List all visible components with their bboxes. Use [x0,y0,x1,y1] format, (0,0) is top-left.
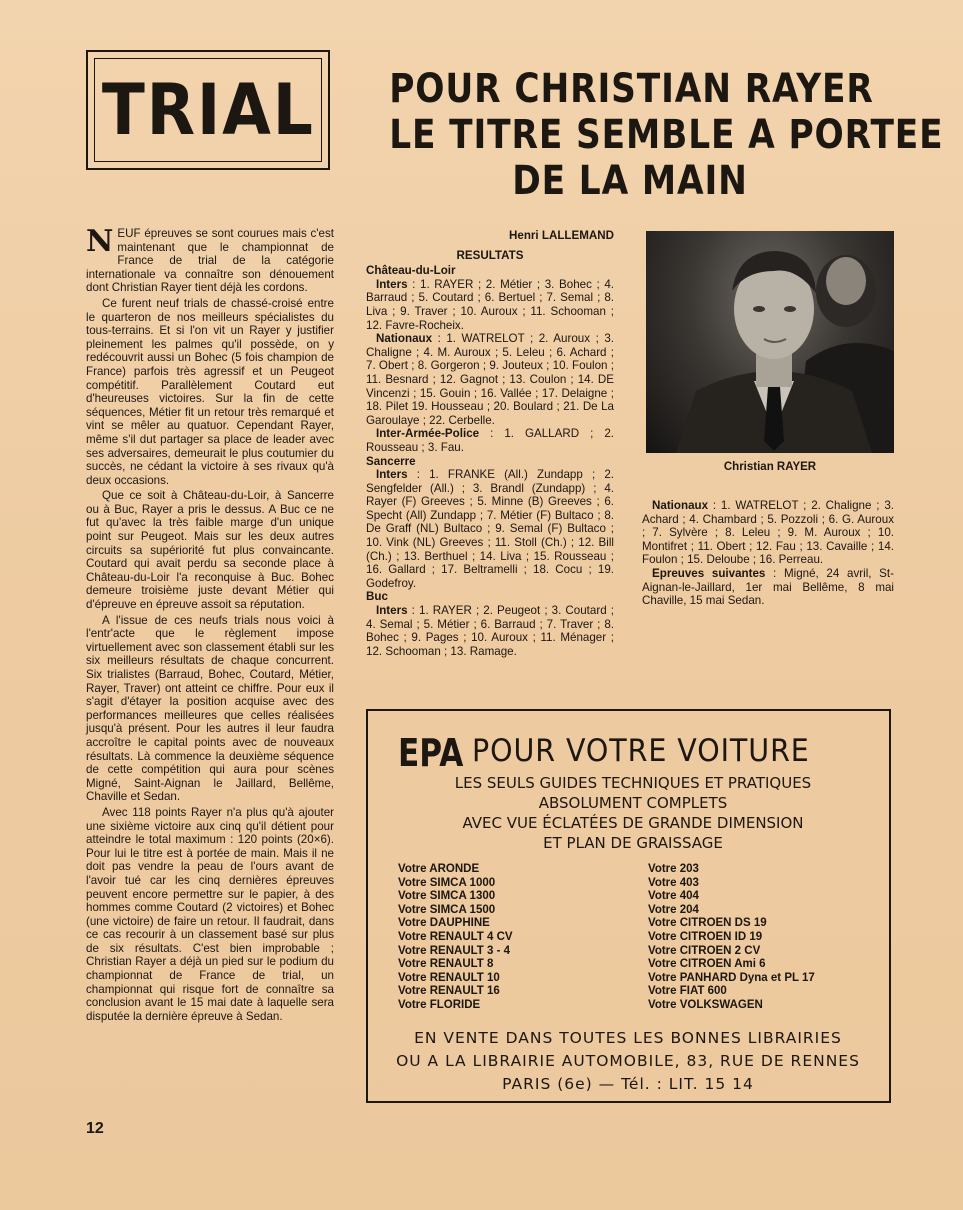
list-item: Votre VOLKSWAGEN [648,998,763,1011]
article-column-1 [86,224,334,1025]
list-item: Votre RENAULT 8 [398,958,494,971]
results-title: RESULTATS [456,248,524,262]
ad-footer: EN VENTE DANS TOUTES LES BONNES LIBRAIRIES OU A LA LIBRAIRIE AUTOMOBILE, 83, RUE DE RENNES PARIS (6e) — Tél. : LIT. 15 14 [396,1029,860,1093]
portrait-illustration [646,231,894,453]
results-next-events: Epreuves suivantes : Migné, 24 avril, St-Aignan-le-Jaillard, 1er mai Bellême, 8 mai Chaville, 15 mai Sedan. [642,566,894,608]
results-chateau-police: Inter-Armée-Police : 1. GALLARD ; 2. Rousseau ; 3. Fau. [366,427,614,454]
headline [350,66,944,204]
list-item: Votre RENAULT 3 - 4 [398,944,511,957]
results-buc-inters: Inters : 1. RAYER ; 2. Peugeot ; 3. Coutard ; 4. Semal ; 5. Métier ; 6. Barraud ; 7. Traver ; 8. Bohec ; 9. Pages ; 10. Auroux ; 11. Ménager ; 12. Schooman ; 13. Ramage. [366,604,614,658]
ad-model-list-right [648,863,815,1013]
article-paragraph-4: A l'issue de ces neufs trials nous voici à l'entr'acte que le règlement impose virtuellement avec son classement établi sur les six meilleurs résultats de chaque concurrent. Six trialistes (Barraud, Bohec, Coutard, Métier, Rayer, Traver) ont atteint ce chiffre. Pour eux il s'agit d'étayer la position acquise avec des performances meilleures que celles réalisées jusqu'à présent. Pour les autres il leur faudra accroître le capital points avec de nouveaux résultats. Là commence la deuxième séquence de cette compétition qui aura pour scènes Migné, Saint-Aignan le Jaillard, Bellême, Chaville et Sedan. [86,613,334,804]
list-item: Votre RENAULT 16 [398,985,500,998]
article-paragraph-3: Que ce soit à Château-du-Loir, à Sancerre ou à Buc, Rayer a pris le dessus. A Buc ce ne fut qu'avec la très faible marge d'un unique point sur Peugeot. Mais sur les deux autres circuits sa supériorité fut plus convaincante. Coutard qui avait perdu sa seconde place à Château-du-Loir l'a reconquise à Buc. Bohec demeure troisième juste devant Métier qui d'épreuve en épreuve assoit sa réputation. [86,489,334,612]
portrait-photo [646,231,894,453]
list-item: Votre CITROEN Ami 6 [648,958,766,971]
photo-caption: Christian RAYER [723,461,817,473]
venue-buc: Buc [366,590,388,604]
article-column-2 [366,227,614,658]
list-item: Votre FIAT 600 [648,985,727,998]
venue-sancerre: Sancerre [366,454,416,468]
list-item: Votre 403 [648,876,699,889]
results-chateau-inters: Inters : 1. RAYER ; 2. Métier ; 3. Bohec ; 4. Barraud ; 5. Coutard ; 6. Bertuel ; 7. Semal ; 8. Liva ; 9. Traver ; 10. Auroux ; 11. Schooman ; 12. Favre-Rocheix. [366,277,614,332]
list-item: Votre 203 [648,863,699,875]
headline-line-3: DE LA MAIN [512,158,748,204]
list-item: Votre RENAULT 4 CV [398,930,513,943]
results-sancerre-inters: Inters : 1. FRANKE (All.) Zundapp ; 2. Sengfelder (All.) ; 3. Brandl (Zundapp) ; 4. Rayer (F) Greeves ; 5. Minne (B) Greeves ; 6. Specht (All) Zundapp ; 7. Métier (F) Bultaco ; 8. De Graff (NL) Bultaco ; 9. Semal (F) Bultaco ; 10. Vink (NL) Greeves ; 11. Stoll (Ch.) ; 12. Bill (Ch.) ; 13. Berthuel ; 14. Liva ; 15. Rousseau ; 16. Gallard ; 17. Beltramelli ; 18. Cocu ; 19. Godefroy. [366,468,614,590]
headline-line-2: LE TITRE SEMBLE A PORTEE [389,112,944,158]
rubric-title: TRIAL [101,69,315,151]
results-chateau-nationaux: Nationaux : 1. WATRELOT ; 2. Auroux ; 3. Chaligne ; 4. M. Auroux ; 5. Leleu ; 6. Achard ; 7. Obert ; 8. Gorgeron ; 9. Jouteux ; 10. Foulon ; 11. Besnard ; 12. Gagnot ; 13. Coulon ; 14. DE Vincenzi ; 15. Gouin ; 16. Vallée ; 17. Delaigne ; 18. Pilet 19. Housseau ; 20. Boulard ; 21. De La Garoulaye ; 22. Cerbelle. [366,332,614,427]
list-item: Votre SIMCA 1000 [398,876,496,889]
ad-model-list-left [398,863,513,1013]
venue-chateau: Château-du-Loir [366,264,456,278]
list-item: Votre CITROEN DS 19 [648,917,767,930]
ad-brand: EPA [398,731,464,775]
advertisement [366,709,891,1103]
section-rubric [86,50,330,170]
headline-line-1: POUR CHRISTIAN RAYER [389,66,874,112]
list-item: Votre 404 [648,890,699,903]
list-item: Votre FLORIDE [398,998,481,1011]
list-item: Votre RENAULT 10 [398,971,500,984]
list-item: Votre DAUPHINE [398,917,490,930]
ad-headline: POUR VOTRE VOITURE [472,733,810,769]
results-buc-nationaux: Nationaux : 1. WATRELOT ; 2. Chaligne ; 3. Achard ; 4. Chambard ; 5. Pozzoli ; 6. G. Auroux ; 7. Sylvère ; 8. Leleu ; 9. M. Auroux ; 10. Montifret ; 11. Obert ; 12. Fau ; 13. Cavaille ; 14. Foulon ; 15. Deloube ; 16. Perreau. [642,499,894,567]
article-paragraph-2: Ce furent neuf trials de chassé-croisé entre le quarteron de nos meilleurs spécialistes du tous-terrains. Et si l'on vit un Rayer y justifier pleinement les palmes qu'il possède, on y redécouvrit aussi un Bohec (5 fois champion de France) parfois très agressif et un Peugeot compétitif. Parallèlement Coutard eut d'heureuses victoires. Sur la fin de cette séquences, Métier fit un retour très remarqué et vint se mêler au quatuor. Cependant Rayer, même s'il dut partager sa place de leader avec ses adversaires, demeurait le plus coutumier du succès, ne cédant la victoire à ses rivaux qu'à deux occasions. [86,296,334,487]
drop-cap: N [86,224,114,259]
list-item: Votre 204 [648,903,699,916]
list-item: Votre SIMCA 1500 [398,903,496,916]
list-item: Votre CITROEN ID 19 [648,930,763,943]
results-column-3 [642,499,894,608]
article-paragraph-5: Avec 118 points Rayer n'a plus qu'à ajouter une sixième victoire aux cinq qu'il détient pour atteindre le total maximum : 120 points (20×6). Pour lui le titre est à portée de main. Mais il ne doit pas vendre la peau de l'ours avant de l'avoir tué car les cinq dernières épreuves peuvent encore permettre sur le papier, à des hommes comme Coutard (2 victoires) et Bohec (une victoire) de faire un retour. Il faudrait, dans ce cas recourir à un classement basé sur plus de six résultats. C'est bien improbable ; Christian Rayer a déjà un pied sur le podium du championnat de France de trial, un championnat qui risque fort de connaître sa conclusion avant le 15 mai date à laquelle sera disputée la dernière épreuve à Sedan. [86,805,334,1023]
author-signature: Henri LALLEMAND [509,229,614,242]
list-item: Votre SIMCA 1300 [398,890,496,903]
list-item: Votre CITROEN 2 CV [648,944,761,957]
page-number: 12 [86,1120,104,1137]
ad-subtitle: LES SEULS GUIDES TECHNIQUES ET PRATIQUES ABSOLUMENT COMPLETS AVEC VUE ÉCLATÉES DE GRANDE DIMENSION ET PLAN DE GRAISSAGE [454,774,812,852]
list-item: Votre ARONDE [398,863,480,875]
article-paragraph-1: NEUF épreuves se sont courues mais c'est maintenant que le championnat de France de trial de la catégorie internationale va connaître son dénouement dont Christian Rayer tient déjà les cordons. [86,224,334,295]
list-item: Votre PANHARD Dyna et PL 17 [648,971,815,984]
